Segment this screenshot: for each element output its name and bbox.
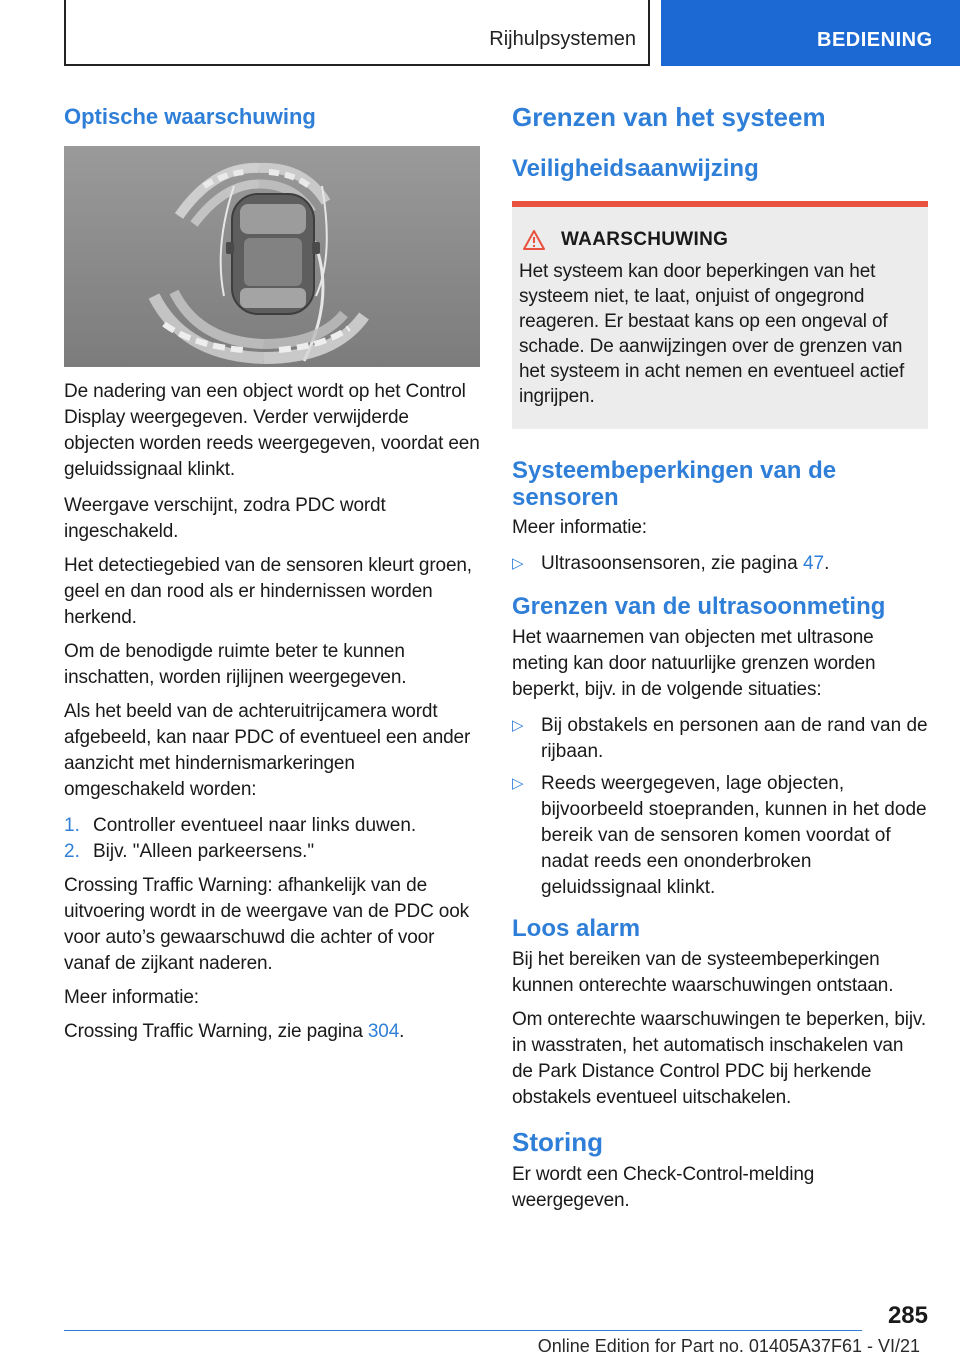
- paragraph-approach: De nadering van een object wordt op het Control Display weergegeven. Verder verwijderde objecten worden reeds weergegeven, voordat een geluidssignaal klinkt.: [64, 381, 480, 480]
- sensor-reference: Ultrasoonsensoren, zie pagina 47.: [541, 553, 830, 574]
- reference-text: Crossing Traffic Warning, zie pagina: [64, 1021, 363, 1042]
- right-column: [512, 96, 928, 1214]
- warning-title-text: WAARSCHUWING: [561, 229, 729, 250]
- paragraph-false-alarm-1: Bij het bereiken van de systeembeperkingen kunnen onterechte waarschuwingen ontstaan.: [512, 949, 894, 996]
- page-link-304[interactable]: 304: [367, 1021, 400, 1042]
- paragraph-crossing-traffic: Crossing Traffic Warning: afhankelijk van de uitvoering wordt in de weergave van de PDC ook voor auto’s gewaarschuwd die achter of voor vanaf de zijkant naderen.: [64, 875, 469, 974]
- heading-system-limits: Grenzen van het systeem: [512, 102, 826, 132]
- list-item: [512, 713, 928, 765]
- paragraph-false-alarm-2: Om onterechte waarschuwingen te beperken, bijv. in wasstraten, het automatisch inschakelen van de Park Distance Control PDC bij herkende obstakels eventueel uitschakelen.: [512, 1009, 926, 1108]
- situation-text: Reeds weergegeven, lage objecten, bijvoorbeeld stoepranden, kunnen in het dode bereik van de sensoren komen voordat of nadat reeds een ononderbroken geluidssignaal klinkt.: [541, 773, 927, 898]
- sensor-reference-list: [512, 551, 928, 577]
- steps-list: [64, 813, 480, 865]
- step-number: 1.: [64, 815, 80, 836]
- ultrasound-situations-list: [512, 713, 928, 901]
- heading-safety-note: Veiligheidsaanwijzing: [512, 155, 759, 182]
- sensor-more-info-label: Meer informatie:: [512, 517, 647, 538]
- list-item: [64, 839, 480, 865]
- footer-divider: [64, 1330, 862, 1331]
- page-number: 285: [887, 1302, 928, 1329]
- paragraph-detection-area: Het detectiegebied van de sensoren kleurt groen, geel en dan rood als er hindernissen worden herkend.: [64, 555, 472, 628]
- crossing-traffic-reference: Crossing Traffic Warning, zie pagina 304.: [64, 1021, 405, 1042]
- list-item: [512, 771, 928, 901]
- heading-malfunction: Storing: [512, 1127, 603, 1157]
- paragraph-activation: Weergave verschijnt, zodra PDC wordt ingeschakeld.: [64, 495, 386, 542]
- list-item: [64, 813, 480, 839]
- step-text: Controller eventueel naar links duwen.: [93, 815, 417, 836]
- step-text: Bijv. "Alleen parkeersens.": [93, 841, 315, 862]
- warning-text: Het systeem kan door beperkingen van het systeem niet, te laat, onjuist of ongegrond reageren. Er bestaat kans op een ongeval of schade. De aanwijzingen over de grenzen van het systeem in acht nemen en eventueel actief ingrijpen.: [519, 261, 905, 407]
- triangle-bullet-icon: ▷: [512, 775, 524, 792]
- heading-optical-warning: Optische waarschuwing: [64, 104, 316, 129]
- more-info-label: Meer informatie:: [64, 987, 199, 1008]
- heading-sensor-limits: Systeembeperkingen van de sensoren: [512, 457, 837, 511]
- car-icon: [226, 194, 320, 314]
- edition-footer: Online Edition for Part no. 01405A37F61 - VI/21: [537, 1336, 920, 1356]
- paragraph-rear-camera: Als het beeld van de achteruitrijcamera wordt afgebeeld, kan naar PDC of eventueel een ander aanzicht met hindernismarkeringen omgeschakeld worden:: [64, 701, 471, 800]
- heading-ultrasound-limits: Grenzen van de ultrasoonmeting: [512, 593, 886, 620]
- left-column: [64, 96, 480, 1045]
- reference-text: Ultrasoonsensoren, zie pagina: [541, 553, 798, 574]
- header-chapter-tab[interactable]: BEDIENING: [661, 0, 960, 66]
- step-number: 2.: [64, 841, 80, 862]
- header-section-title: Rijhulpsystemen: [489, 28, 636, 50]
- list-item: [512, 551, 928, 577]
- warning-box: [512, 201, 928, 429]
- pdc-illustration: [64, 146, 480, 367]
- paragraph-malfunction: Er wordt een Check-Control-melding weergegeven.: [512, 1164, 815, 1211]
- paragraph-driving-lines: Om de benodigde ruimte beter te kunnen inschatten, worden rijlijnen weergegeven.: [64, 641, 407, 688]
- warning-title: [519, 229, 920, 251]
- situation-text: Bij obstakels en personen aan de rand van de rijbaan.: [541, 715, 928, 762]
- heading-false-alarm: Loos alarm: [512, 915, 641, 942]
- paragraph-ultrasound: Het waarnemen van objecten met ultrasone meting kan door natuurlijke grenzen worden beperkt, bijv. in de volgende situaties:: [512, 627, 876, 700]
- triangle-bullet-icon: ▷: [512, 555, 524, 572]
- warning-triangle-icon: [523, 230, 545, 250]
- triangle-bullet-icon: ▷: [512, 717, 524, 734]
- pdc-display-figure: [64, 146, 480, 367]
- page-link-47[interactable]: 47: [802, 553, 825, 574]
